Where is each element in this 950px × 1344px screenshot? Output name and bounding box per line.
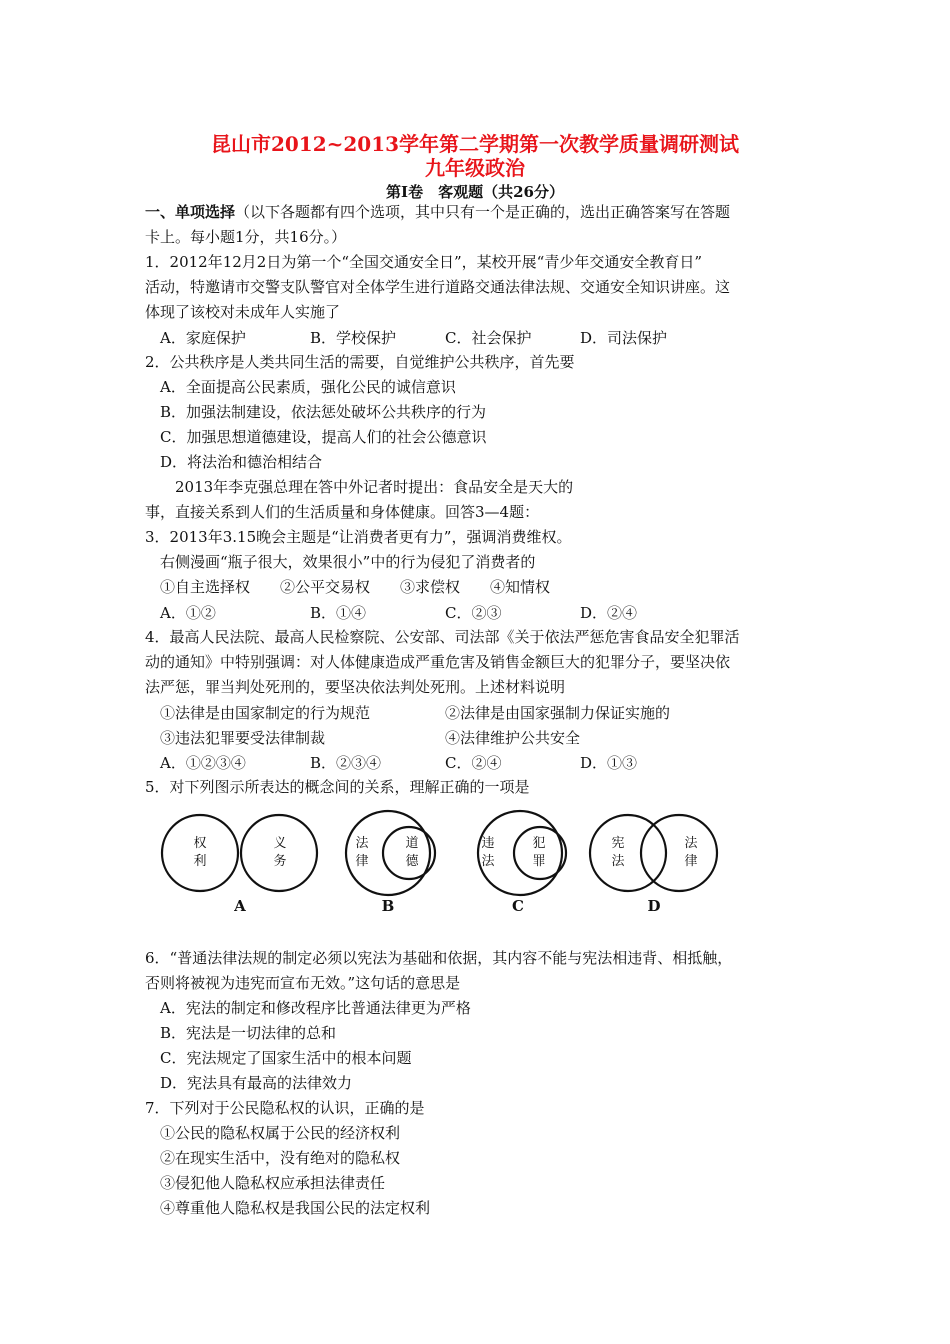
q3-option-b: B．①④: [310, 604, 367, 622]
q4-line2: 动的通知》中特别强调：对人体健康造成严重危害及销售金额巨大的犯罪分子，要坚决依: [145, 653, 731, 671]
q2-stem: 2．公共秩序是人类共同生活的需要，自觉维护公共秩序，首先要: [145, 353, 575, 371]
q6-option-b: B．宪法是一切法律的总和: [160, 1024, 337, 1042]
q2-option-b: B．加强法制建设，依法惩处破坏公共秩序的行为: [160, 403, 487, 421]
q6-line1: 6．“普通法律法规的制定必须以宪法为基础和依据，其内容不能与宪法相违背、相抵触，: [145, 949, 733, 967]
q3-items: ①自主选择权 ②公平交易权 ③求偿权 ④知情权: [160, 578, 551, 596]
figC-outer-char1: 违: [481, 836, 495, 851]
figA-right-circle: [241, 815, 317, 891]
q4-item2: ②法律是由国家强制力保证实施的: [445, 704, 671, 722]
part1-instructions-b: 卡上。每小题1分，共16分。）: [145, 228, 347, 246]
figD-right-circle: [641, 815, 717, 891]
exam-subject: 九年级政治: [425, 156, 525, 180]
material-line1: 2013年李克强总理在答中外记者时提出：食品安全是天大的: [175, 478, 574, 496]
material-line2: 事，直接关系到人们的生活质量和身体健康。回答3—4题：: [145, 503, 540, 521]
figD-left-circle: [590, 815, 666, 891]
q4-item4: ④法律维护公共安全: [445, 729, 581, 747]
figD-left-char2: 法: [611, 854, 625, 869]
venn-diagrams: [150, 805, 730, 917]
q7-item3: ③侵犯他人隐私权应承担法律责任: [160, 1174, 386, 1192]
q3-option-a: A．①②: [160, 604, 216, 622]
q6-line2: 否则将被视为违宪而宣布无效。”这句话的意思是: [145, 974, 461, 992]
q1-line2: 活动，特邀请市交警支队警官对全体学生进行道路交通法律法规、交通安全知识讲座。这: [145, 278, 731, 296]
exam-title: 昆山市2012~2013学年第二学期第一次教学质量调研测试: [210, 132, 740, 156]
figA-right-char2: 务: [273, 854, 287, 869]
q1-option-a: A．家庭保护: [160, 329, 246, 347]
part1-heading: 一、单项选择: [145, 203, 236, 221]
q4-option-a: A．①②③④: [160, 754, 246, 772]
q3-option-c: C．②③: [445, 604, 502, 622]
q1-line1: 1．2012年12月2日为第一个“全国交通安全日”，某校开展“青少年交通安全教育日”: [145, 253, 703, 271]
q4-option-b: B．②③④: [310, 754, 382, 772]
q6-option-c: C．宪法规定了国家生活中的根本问题: [160, 1049, 412, 1067]
figB-outer-char2: 律: [355, 854, 369, 869]
q7-stem: 7．下列对于公民隐私权的认识，正确的是: [145, 1099, 425, 1117]
q5-stem: 5．对下列图示所表达的概念间的关系，理解正确的一项是: [145, 778, 530, 796]
q4-item1: ①法律是由国家制定的行为规范: [160, 704, 371, 722]
q2-option-a: A．全面提高公民素质，强化公民的诚信意识: [160, 378, 456, 396]
q6-option-d: D．宪法具有最高的法律效力: [160, 1074, 353, 1092]
q4-option-c: C．②④: [445, 754, 502, 772]
q4-option-d: D．①③: [580, 754, 638, 772]
figB-inner-circle: [383, 827, 435, 879]
figA-right-char1: 义: [273, 836, 287, 851]
q2-option-c: C．加强思想道德建设，提高人们的社会公德意识: [160, 428, 487, 446]
figB-label: B: [381, 897, 395, 915]
figB-outer-char1: 法: [355, 836, 369, 851]
q1-option-c: C．社会保护: [445, 329, 532, 347]
figD-right-char1: 法: [684, 836, 698, 851]
q2-option-d: D．将法治和德治相结合: [160, 453, 323, 471]
part1-instructions: [145, 202, 730, 222]
section-heading: 第Ⅰ卷 客观题（共26分）: [386, 183, 564, 201]
q3-stem: 3．2013年3.15晚会主题是“让消费者更有力”，强调消费维权。: [145, 528, 572, 546]
figB-inner-char1: 道: [405, 836, 419, 851]
q7-item1: ①公民的隐私权属于公民的经济权利: [160, 1124, 401, 1142]
figC-outer-circle: [478, 811, 562, 895]
figD-left-char1: 宪: [611, 836, 625, 851]
figC-inner-circle: [514, 827, 566, 879]
q7-item4: ④尊重他人隐私权是我国公民的法定权利: [160, 1199, 431, 1217]
part1-instructions-a: （以下各题都有四个选项，其中只有一个是正确的，选出正确答案写在答题: [235, 203, 731, 221]
figC-outer-char2: 法: [481, 854, 495, 869]
figD-right-char2: 律: [684, 854, 698, 869]
figA-left-circle: [162, 815, 238, 891]
q7-item2: ②在现实生活中，没有绝对的隐私权: [160, 1149, 401, 1167]
q1-option-b: B．学校保护: [310, 329, 397, 347]
figA-label: A: [234, 897, 246, 915]
figC-inner-char2: 罪: [532, 854, 546, 869]
q4-item3: ③违法犯罪要受法律制裁: [160, 729, 326, 747]
q6-option-a: A．宪法的制定和修改程序比普通法律更为严格: [160, 999, 471, 1017]
q4-line3: 法严惩，罪当判处死刑的，要坚决依法判处死刑。上述材料说明: [145, 678, 566, 696]
figC-inner-char1: 犯: [532, 836, 546, 851]
figB-inner-char2: 德: [405, 854, 419, 869]
q3-stem2: 右侧漫画“瓶子很大，效果很小”中的行为侵犯了消费者的: [160, 553, 536, 571]
figA-left-char1: 权: [193, 836, 207, 851]
figA-left-char2: 利: [193, 854, 207, 869]
figC-label: C: [512, 897, 524, 915]
figB-outer-circle: [346, 811, 430, 895]
q3-option-d: D．②④: [580, 604, 638, 622]
figD-label: D: [647, 897, 661, 915]
q4-line1: 4．最高人民法院、最高人民检察院、公安部、司法部《关于依法严惩危害食品安全犯罪活: [145, 628, 740, 646]
q1-option-d: D．司法保护: [580, 329, 668, 347]
q1-line3: 体现了该校对未成年人实施了: [145, 303, 341, 321]
